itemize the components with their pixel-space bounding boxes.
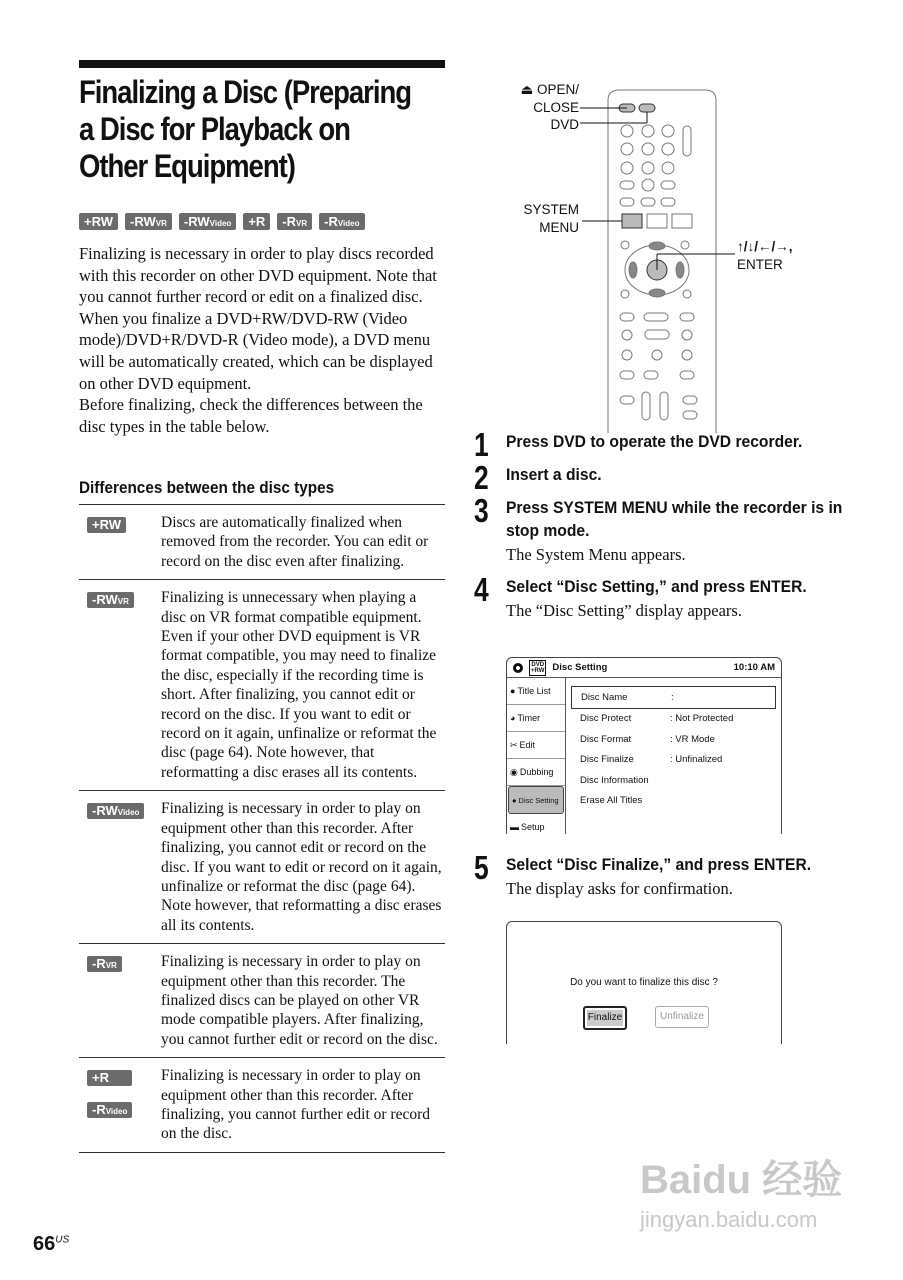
steps-list-2	[474, 849, 874, 909]
step-text: Insert a disc.	[506, 465, 602, 484]
row-label: Disc Protect	[580, 713, 632, 725]
row-value: : VR Mode	[670, 733, 715, 745]
dvd-label: DVD	[550, 117, 579, 132]
scissors-icon: ✂	[510, 739, 518, 750]
system-menu-label	[515, 201, 579, 236]
step-3	[474, 492, 874, 565]
row-text: Finalizing is necessary in order to play on equipment other than this recorder. The finalized discs can be played on other VR mode compatible players. After finalizing, you cannot further edit or record on the disc.	[161, 953, 438, 1048]
row-badge: -RVR	[87, 956, 122, 972]
menu-item-disc-information[interactable]	[571, 770, 776, 791]
icon-text-top: DVD	[531, 661, 545, 668]
screen-title: Disc Setting	[552, 662, 608, 673]
arrows-enter-label	[737, 238, 793, 273]
row-badge: -RWVideo	[87, 803, 144, 819]
badge-minus-rw-video: -RWVideo	[179, 213, 236, 230]
menu-item-disc-format[interactable]	[571, 729, 776, 750]
sidebar-label: Disc Setting	[518, 795, 559, 805]
screen-header	[507, 658, 781, 678]
step-5	[474, 849, 874, 899]
step-1	[474, 426, 874, 463]
badge-minus-r-vr: -RVR	[277, 213, 312, 230]
step-subtext: The display asks for confirmation.	[506, 879, 733, 898]
baidu-watermark	[640, 1148, 842, 1233]
row-label: Disc Information	[580, 774, 649, 786]
step-text: Select “Disc Finalize,” and press ENTER.	[506, 855, 812, 874]
system-label: SYSTEM	[523, 202, 579, 217]
title-line-2: a Disc for Playback on	[79, 111, 350, 147]
toolbox-icon: ▬	[510, 822, 519, 832]
badge-minus-rw-vr: -RWVR	[125, 213, 172, 230]
row-badge: +R	[87, 1070, 132, 1086]
step-4	[474, 571, 874, 621]
steps-list	[474, 426, 874, 631]
sidebar-label: Setup	[521, 822, 545, 832]
step-number: 3	[474, 492, 489, 529]
badge-plus-r: +R	[243, 213, 270, 230]
sidebar-label: Edit	[519, 740, 536, 750]
table-row	[79, 791, 445, 944]
page-suffix: US	[55, 1234, 70, 1246]
row-badge-2: -RVideo	[87, 1102, 132, 1118]
row-label: Erase All Titles	[580, 795, 643, 807]
step-number: 2	[474, 459, 489, 496]
open-label: ⏏ OPEN/	[520, 82, 579, 97]
timer-icon: ◕	[510, 713, 516, 723]
icon-text-bottom: +RW	[531, 667, 545, 674]
step-subtext: The “Disc Setting” display appears.	[506, 601, 742, 620]
arrows-label: ↑/↓/←/→,	[737, 239, 793, 254]
screen-sidebar	[507, 678, 566, 834]
row-badge: +RW	[87, 517, 126, 533]
table-row	[79, 944, 445, 1058]
watermark-main: Baidu 经验	[640, 1158, 843, 1202]
intro-paragraph-2: When you finalize a DVD+RW/DVD-RW (Video mode)/DVD+R/DVD-R (Video mode), a DVD menu will be automatically created, which can be displayed on other DVD equipment.	[79, 308, 433, 393]
table-row	[79, 505, 445, 580]
sidebar-item-edit[interactable]	[507, 732, 565, 759]
sidebar-item-title-list[interactable]	[507, 678, 565, 705]
sidebar-label: Dubbing	[519, 767, 554, 777]
sidebar-item-dubbing[interactable]	[507, 759, 565, 786]
disc-setting-icon: ●	[512, 795, 517, 805]
row-label: Disc Name	[581, 691, 628, 703]
step-2	[474, 459, 874, 496]
row-value: : Unfinalized	[670, 754, 723, 766]
sidebar-label: Timer	[517, 713, 541, 723]
table-row	[79, 1058, 445, 1153]
disc-type-icon	[529, 660, 546, 676]
intro-paragraph-3: Before finalizing, check the differences between the disc types in the table below.	[79, 395, 423, 436]
sidebar-item-setup[interactable]	[507, 814, 565, 834]
dubbing-icon: ◉	[510, 766, 518, 777]
watermark-url: jingyan.baidu.com	[640, 1207, 818, 1232]
finalize-confirm-screen	[506, 921, 782, 1044]
menu-label: MENU	[539, 219, 579, 235]
row-text: Discs are automatically finalized when removed from the recorder. You can edit or record on the disc even after finalizing.	[161, 514, 429, 570]
disc-icon	[513, 663, 523, 673]
step-subtext: The System Menu appears.	[506, 545, 686, 564]
menu-item-disc-name[interactable]	[571, 686, 776, 709]
step-number: 1	[474, 426, 489, 463]
sidebar-label: Title List	[517, 686, 551, 696]
sidebar-item-disc-setting[interactable]	[508, 786, 564, 814]
enter-label: ENTER	[737, 256, 783, 272]
title-list-icon: ●	[510, 686, 516, 696]
page-number-value: 66	[33, 1233, 56, 1255]
differences-table	[79, 504, 445, 1153]
step-text: Press DVD to operate the DVD recorder.	[506, 432, 803, 451]
finalize-button[interactable]: Finalize	[583, 1006, 627, 1030]
disc-setting-screen	[506, 657, 782, 834]
close-label: CLOSE	[533, 99, 579, 115]
table-row	[79, 580, 445, 791]
disc-type-badges	[79, 213, 365, 230]
row-label: Disc Finalize	[580, 754, 634, 766]
menu-item-erase-all-titles[interactable]	[571, 791, 776, 812]
page-title	[79, 74, 412, 185]
title-line-3: Other Equipment)	[79, 148, 295, 184]
title-line-1: Finalizing a Disc (Preparing	[79, 74, 412, 110]
confirm-question: Do you want to finalize this disc ?	[570, 977, 718, 988]
step-text: Press SYSTEM MENU while the recorder is in stop mode.	[506, 498, 843, 540]
unfinalize-button[interactable]: Unfinalize	[655, 1006, 709, 1028]
intro-paragraph-1: Finalizing is necessary in order to play discs recorded with this recorder on other DVD equipment. Note that you cannot further record or edit on a finalized disc.	[79, 244, 437, 307]
row-text: Finalizing is necessary in order to play on equipment other than this recorder. After finalizing, you cannot further edit or record on the disc.	[161, 1067, 430, 1143]
badge-minus-r-video: -RVideo	[319, 213, 364, 230]
step-text: Select “Disc Setting,” and press ENTER.	[506, 577, 807, 596]
row-text: Finalizing is unnecessary when playing a disc on VR format compatible equipment. Even if your other DVD equipment is VR format compatible, you may need to finalize the disc, especially if the recording time is short. After finalizing, you cannot edit or record on the disc. If you want to edit or record on it again, unfinalize or reformat the disc (page 64). Note however, that reformatting a disc erases all its contents.	[161, 589, 437, 781]
sidebar-item-timer[interactable]	[507, 705, 565, 732]
page-number	[33, 1233, 69, 1256]
row-value: :	[671, 691, 674, 703]
differences-heading: Differences between the disc types	[79, 478, 335, 497]
open-close-label	[520, 81, 579, 134]
row-text: Finalizing is necessary in order to play on equipment other than this recorder. After finalizing, you cannot edit or record on the disc. If you want to edit or record on it again, unfinalize or reformat the disc (page 64). Note however, that reformatting a disc erases all its contents.	[161, 800, 442, 934]
disc-setting-list	[571, 686, 776, 811]
intro-text	[79, 243, 445, 437]
title-rule	[79, 60, 445, 68]
row-badge: -RWVR	[87, 592, 134, 608]
row-value: : Not Protected	[670, 713, 734, 725]
screen-time: 10:10 AM	[733, 662, 775, 673]
row-label: Disc Format	[580, 733, 632, 745]
step-number: 4	[474, 571, 489, 608]
menu-item-disc-protect[interactable]	[571, 709, 776, 730]
step-number: 5	[474, 849, 489, 886]
badge-plus-rw: +RW	[79, 213, 118, 230]
menu-item-disc-finalize[interactable]	[571, 750, 776, 771]
